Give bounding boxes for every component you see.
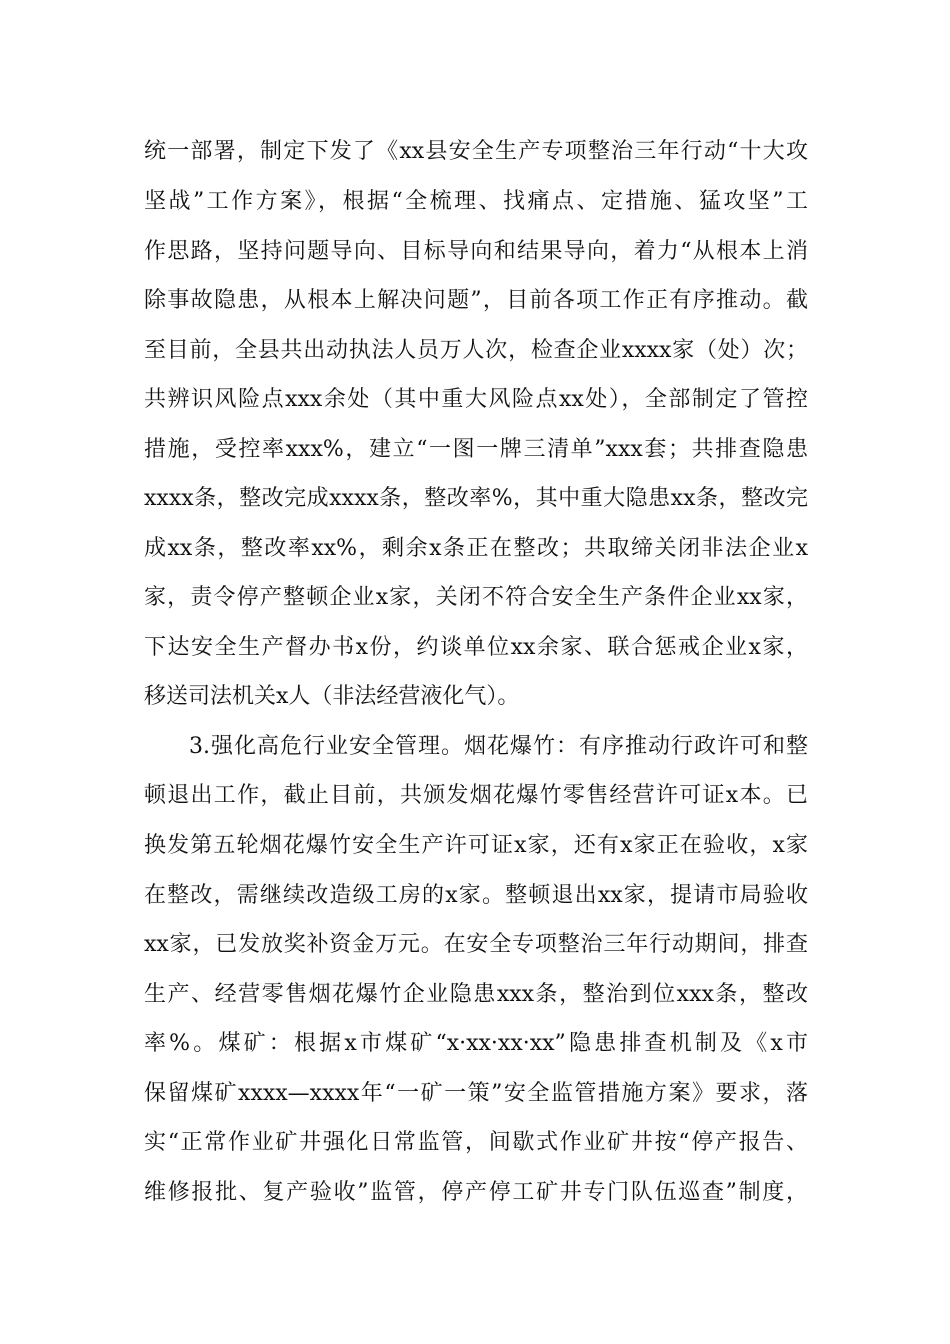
text-line: 实“正常作业矿井强化日常监管，间歇式作业矿井按“停产报告、 (144, 1130, 808, 1155)
text-line: 坚战”工作方案》，根据“全梳理、找痛点、定措施、猛攻坚”工 (144, 189, 808, 214)
text-line: 除事故隐患，从根本上解决问题”，目前各项工作正有序推动。截 (144, 288, 808, 313)
text-line: 至目前，全县共出动执法人员万人次，检查企业xxxx家（处）次； (144, 338, 808, 363)
text-line: 家，责令停产整顿企业x家，关闭不符合安全生产条件企业xx家， (144, 585, 808, 610)
text-line: 移送司法机关x人（非法经营液化气）。 (144, 684, 520, 709)
text-line: 统一部署，制定下发了《xx县安全生产专项整治三年行动“十大攻 (144, 139, 808, 164)
text-line: 措施，受控率xxx%，建立“一图一牌三清单”xxx套；共排查隐患 (144, 437, 808, 462)
text-line: 在整改，需继续改造级工房的x家。整顿退出xx家，提请市局验收 (144, 883, 808, 908)
text-line: 保留煤矿xxxx—xxxx年“一矿一策”安全监管措施方案》要求，落 (144, 1081, 808, 1106)
text-line: xxxx条，整改完成xxxx条，整改率%，其中重大隐患xx条，整改完 (144, 486, 808, 511)
text-line: 共辨识风险点xxx余处（其中重大风险点xx处），全部制定了管控 (144, 387, 808, 412)
text-line: 生产、经营零售烟花爆竹企业隐患xxx条，整治到位xxx条，整改 (144, 982, 808, 1007)
text-line: 下达安全生产督办书x份，约谈单位xx余家、联合惩戒企业x家， (144, 635, 808, 660)
text-line: 作思路，坚持问题导向、目标导向和结果导向，着力“从根本上消 (144, 239, 808, 264)
text-line: 率%。煤矿：根据x市煤矿“x·xx·xx·xx”隐患排查机制及《x市 (144, 1031, 808, 1056)
text-line: 换发第五轮烟花爆竹安全生产许可证x家，还有x家正在验收，x家 (144, 833, 808, 858)
paragraph-first-line: 3.强化高危行业安全管理。烟花爆竹：有序推动行政许可和整 (189, 734, 808, 759)
text-line: 成xx条，整改率xx%，剩余x条正在整改；共取缔关闭非法企业x (144, 536, 808, 561)
text-line: 维修报批、复产验收”监管，停产停工矿井专门队伍巡查”制度， (144, 1180, 808, 1205)
text-line: xx家，已发放奖补资金万元。在安全专项整治三年行动期间，排查 (144, 932, 808, 957)
text-line: 顿退出工作，截止目前，共颁发烟花爆竹零售经营许可证x本。已 (144, 783, 808, 808)
